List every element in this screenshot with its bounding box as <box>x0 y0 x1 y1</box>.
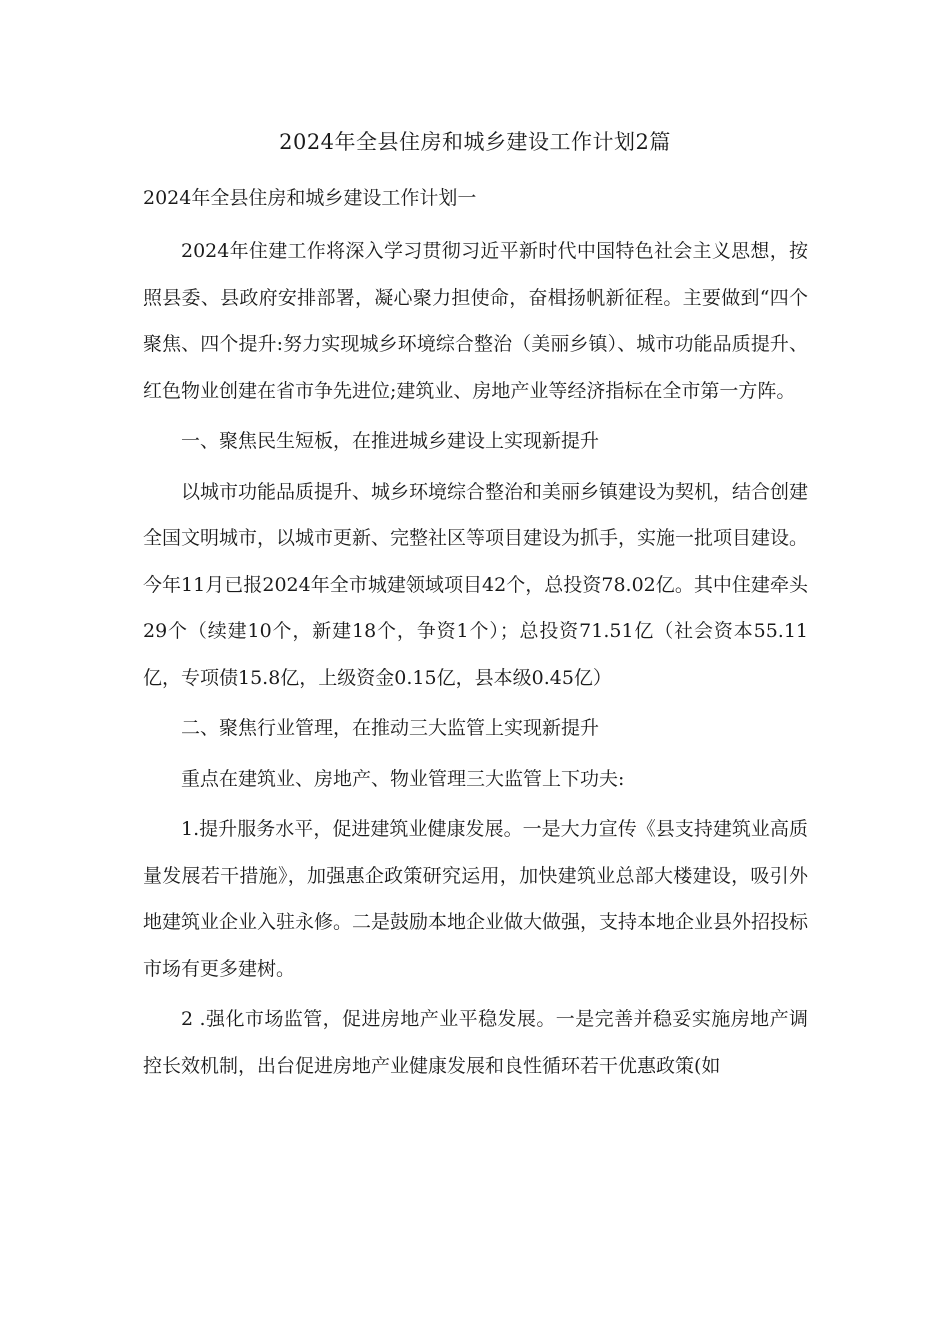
body-paragraph: 1.提升服务水平，促进建筑业健康发展。一是大力宣传《县支持建筑业高质量发展若干措施》，加强惠企政策研究运用，加快建筑业总部大楼建设，吸引外地建筑业企业入驻永修。二是鼓励本地企业做大做强，支持本地企业县外招投标市场有更多建树。 <box>143 818 809 980</box>
section-heading-1: 一、聚焦民生短板，在推进城乡建设上实现新提升 <box>181 430 600 452</box>
document-title: 2024年全县住房和城乡建设工作计划2篇 <box>279 130 671 154</box>
section-subtitle: 2024年全县住房和城乡建设工作计划一 <box>143 187 477 209</box>
intro-paragraph: 2024年住建工作将深入学习贯彻习近平新时代中国特色社会主义思想，按照县委、县政府安排部署，凝心聚力担使命，奋楫扬帆新征程。主要做到“四个聚焦、四个提升:努力实现城乡环境综合整治（美丽乡镇）、城市功能品质提升、红色物业创建在省市争先进位;建筑业、房地产业等经济指标在全市第一方阵。 <box>143 240 808 402</box>
section-heading-2: 二、聚焦行业管理，在推动三大监管上实现新提升 <box>181 717 600 739</box>
body-paragraph: 以城市功能品质提升、城乡环境综合整治和美丽乡镇建设为契机，结合创建全国文明城市，以城市更新、完整社区等项目建设为抓手，实施一批项目建设。今年11月已报2024年全市城建领域项目42个，总投资78.02亿。其中住建牵头29个（续建10个，新建18个，争资1个）；总投资71.51亿（社会资本55.11亿，专项债15.8亿，上级资金0.15亿，县本级0.45亿） <box>143 480 809 689</box>
body-paragraph: 重点在建筑业、房地产、物业管理三大监管上下功夫: <box>181 767 625 790</box>
document-body <box>143 228 808 1089</box>
body-paragraph: 2 .强化市场监管，促进房地产业平稳发展。一是完善并稳妥实施房地产调控长效机制，出台促进房地产业健康发展和良性循环若干优惠政策(如 <box>143 1008 808 1077</box>
